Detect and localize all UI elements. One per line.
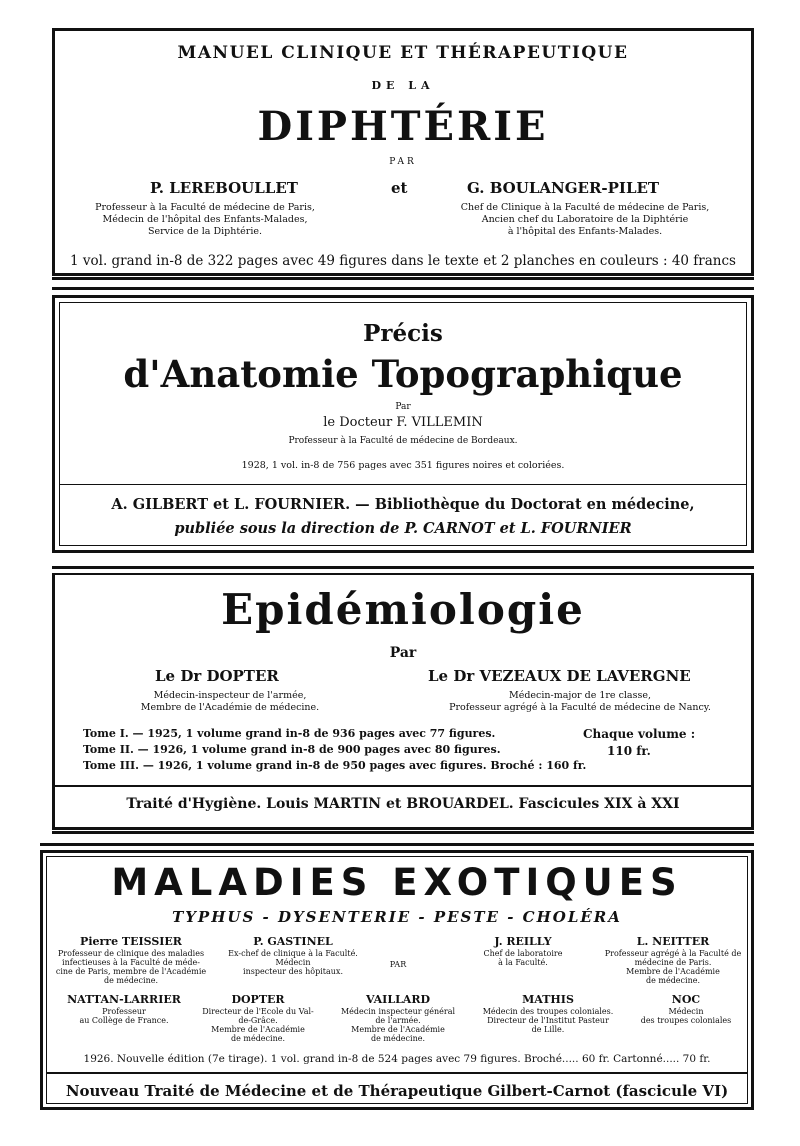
ad3-price-label: Chaque volume :	[583, 727, 696, 741]
ad1-author2-line: à l'hôpital des Enfants-Malades.	[507, 226, 663, 237]
ad4-author-line: Membre de l'Académie	[351, 1025, 445, 1034]
ad-diphterie	[52, 28, 754, 276]
ad4-footer: Nouveau Traité de Médecine et de Thérapeutique Gilbert-Carnot (fascicule VI)	[65, 1082, 729, 1100]
ad4-author-name: VAILLARD	[365, 993, 431, 1006]
ad1-author2-line: Ancien chef du Laboratoire de la Diphtérie	[481, 214, 689, 225]
ad4-author-name: J. REILLY	[494, 935, 552, 948]
ad3-par: Par	[389, 645, 417, 661]
ad4-author-name: MATHIS	[522, 993, 574, 1006]
ad4-author-line: de médecine.	[370, 1034, 426, 1043]
ad1-author2-name: G. BOULANGER-PILET	[467, 179, 660, 197]
ad4-author-line: Médecin	[275, 958, 311, 967]
ad4-author-line: Directeur de l'Ecole du Val-	[202, 1007, 314, 1016]
ad3-footer: Traité d'Hygiène. Louis MARTIN et BROUARDEL. Fascicules XIX à XXI	[126, 796, 680, 812]
ad4-author-line: de médecine.	[230, 1034, 286, 1043]
ad4-author-line: à la Faculté.	[498, 958, 548, 967]
ad3-author2-line: Professeur agrégé à la Faculté de médecine de Nancy.	[449, 702, 711, 713]
ad4-author-line: de-Grâce.	[238, 1016, 278, 1025]
ad4-author-line: Directeur de l'Institut Pasteur	[487, 1016, 609, 1025]
ad4-author-line: Médecin	[668, 1007, 704, 1016]
ad3-tome: Tome I. — 1925, 1 volume grand in-8 de 936 pages avec 77 figures.	[83, 727, 496, 740]
ad4-author-line: de médecine.	[103, 976, 159, 985]
ad4-subtitle: TYPHUS - DYSENTERIE - PESTE - CHOLÉRA	[172, 908, 622, 926]
ad1-par: PAR	[389, 157, 417, 167]
ad4-author-line: Médecin inspecteur général	[340, 1007, 456, 1016]
ad1-footer: 1 vol. grand in-8 de 322 pages avec 49 figures dans le texte et 2 planches en couleurs : 40 francs	[70, 253, 736, 269]
ad3-bottom-rule	[52, 831, 754, 834]
ad4-author-line: infectieuses à la Faculté de méde-	[62, 958, 200, 967]
ad-epidemiologie	[52, 573, 754, 830]
ad3-top-rule	[52, 566, 754, 569]
ad4-author-line: des troupes coloniales	[640, 1016, 732, 1025]
ad4-author-line: Professeur de clinique des maladies	[57, 949, 205, 958]
ad2-author: le Docteur F. VILLEMIN	[323, 415, 483, 430]
ad4-author-line: Membre de l'Académie	[211, 1025, 305, 1034]
ad2-par: Par	[395, 402, 411, 412]
ad4-author-line: Ex-chef de clinique à la Faculté.	[228, 949, 358, 958]
ad4-author-name: Pierre TEISSIER	[80, 935, 182, 948]
ad4-author-line: Chef de laboratoire	[483, 949, 563, 958]
ad2-affiliation: Professeur à la Faculté de médecine de Bordeaux.	[288, 436, 518, 446]
ad3-price: 110 fr.	[607, 744, 651, 758]
ad2-edition: 1928, 1 vol. in-8 de 756 pages avec 351 figures noires et coloriées.	[241, 460, 565, 471]
ad-maladies-exotiques	[40, 850, 754, 1110]
ad3-author1-line: Membre de l'Académie de médecine.	[140, 702, 320, 713]
ad2-title: d'Anatomie Topographique	[123, 352, 683, 396]
ad4-author-name: NATTAN-LARRIER	[67, 993, 181, 1006]
ad4-author-line: au Collège de France.	[79, 1016, 169, 1025]
ad3-tome: Tome III. — 1926, 1 volume grand in-8 de 950 pages avec figures. Broché : 160 fr.	[83, 759, 587, 772]
ad3-title: Epidémiologie	[221, 585, 585, 634]
ad4-author-name: P. GASTINEL	[253, 935, 333, 948]
ad2-precis: Précis	[363, 320, 443, 347]
ad4-top-rule	[40, 843, 754, 846]
ad4-title: MALADIES EXOTIQUES	[111, 861, 683, 904]
ad4-author-line: cine de Paris, membre de l'Académie	[55, 967, 207, 976]
ad4-author-line: de médecine.	[645, 976, 701, 985]
ad-anatomie	[52, 295, 754, 553]
ad1-title: DIPHTÉRIE	[257, 103, 549, 150]
ad4-author-name: L. NEITTER	[636, 935, 710, 948]
ad1-heading: MANUEL CLINIQUE ET THÉRAPEUTIQUE	[177, 43, 629, 63]
ad1-bottom-rule	[52, 277, 754, 280]
ad4-divider	[46, 1072, 748, 1074]
ad4-author-line: de Lille.	[531, 1025, 565, 1034]
ad4-author-line: Professeur	[102, 1007, 146, 1016]
ad4-author-line: de l'armée.	[375, 1016, 421, 1025]
ad2-series-line2: publiée sous la direction de P. CARNOT et L. FOURNIER	[174, 520, 632, 537]
ad4-edition: 1926. Nouvelle édition (7e tirage). 1 vol. grand in-8 de 524 pages avec 79 figures. Broché..... 60 fr. Cartonné..... 70 fr.	[83, 1053, 711, 1065]
ad3-divider	[55, 785, 751, 787]
ad3-author1-name: Le Dr DOPTER	[155, 667, 279, 685]
ad4-author-line: inspecteur des hôpitaux.	[243, 967, 343, 976]
ad4-author-name: DOPTER	[231, 993, 285, 1006]
ad1-author2-line: Chef de Clinique à la Faculté de médecine de Paris,	[460, 202, 710, 213]
ad1-et: et	[391, 179, 408, 197]
ad1-author1-name: P. LEREBOULLET	[150, 179, 298, 197]
ad3-author1-line: Médecin-inspecteur de l'armée,	[153, 690, 307, 701]
ad1-de-la: DE LA	[371, 79, 435, 92]
ad1-author1-line: Professeur à la Faculté de médecine de Paris,	[95, 202, 315, 213]
ad2-divider	[59, 484, 747, 485]
ad4-par: PAR	[389, 960, 407, 969]
ad1-author1-line: Médecin de l'hôpital des Enfants-Malades,	[102, 214, 308, 225]
ad3-author2-name: Le Dr VEZEAUX DE LAVERGNE	[428, 667, 691, 685]
ad3-tome: Tome II. — 1926, 1 volume grand in-8 de 900 pages avec 80 figures.	[83, 743, 501, 756]
ad3-author2-line: Médecin-major de 1re classe,	[508, 690, 651, 701]
ad4-author-line: médecine de Paris.	[634, 958, 712, 967]
ad2-top-rule	[52, 287, 754, 290]
ad4-author-line: Médecin des troupes coloniales.	[482, 1007, 614, 1016]
ad4-author-line: Professeur agrégé à la Faculté de	[604, 949, 742, 958]
ad2-series-line1: A. GILBERT et L. FOURNIER. — Bibliothèque du Doctorat en médecine,	[111, 496, 695, 513]
ad1-author1-line: Service de la Diphtérie.	[148, 226, 262, 237]
ad4-author-line: Membre de l'Académie	[626, 967, 720, 976]
ad4-author-name: NOC	[671, 993, 701, 1006]
